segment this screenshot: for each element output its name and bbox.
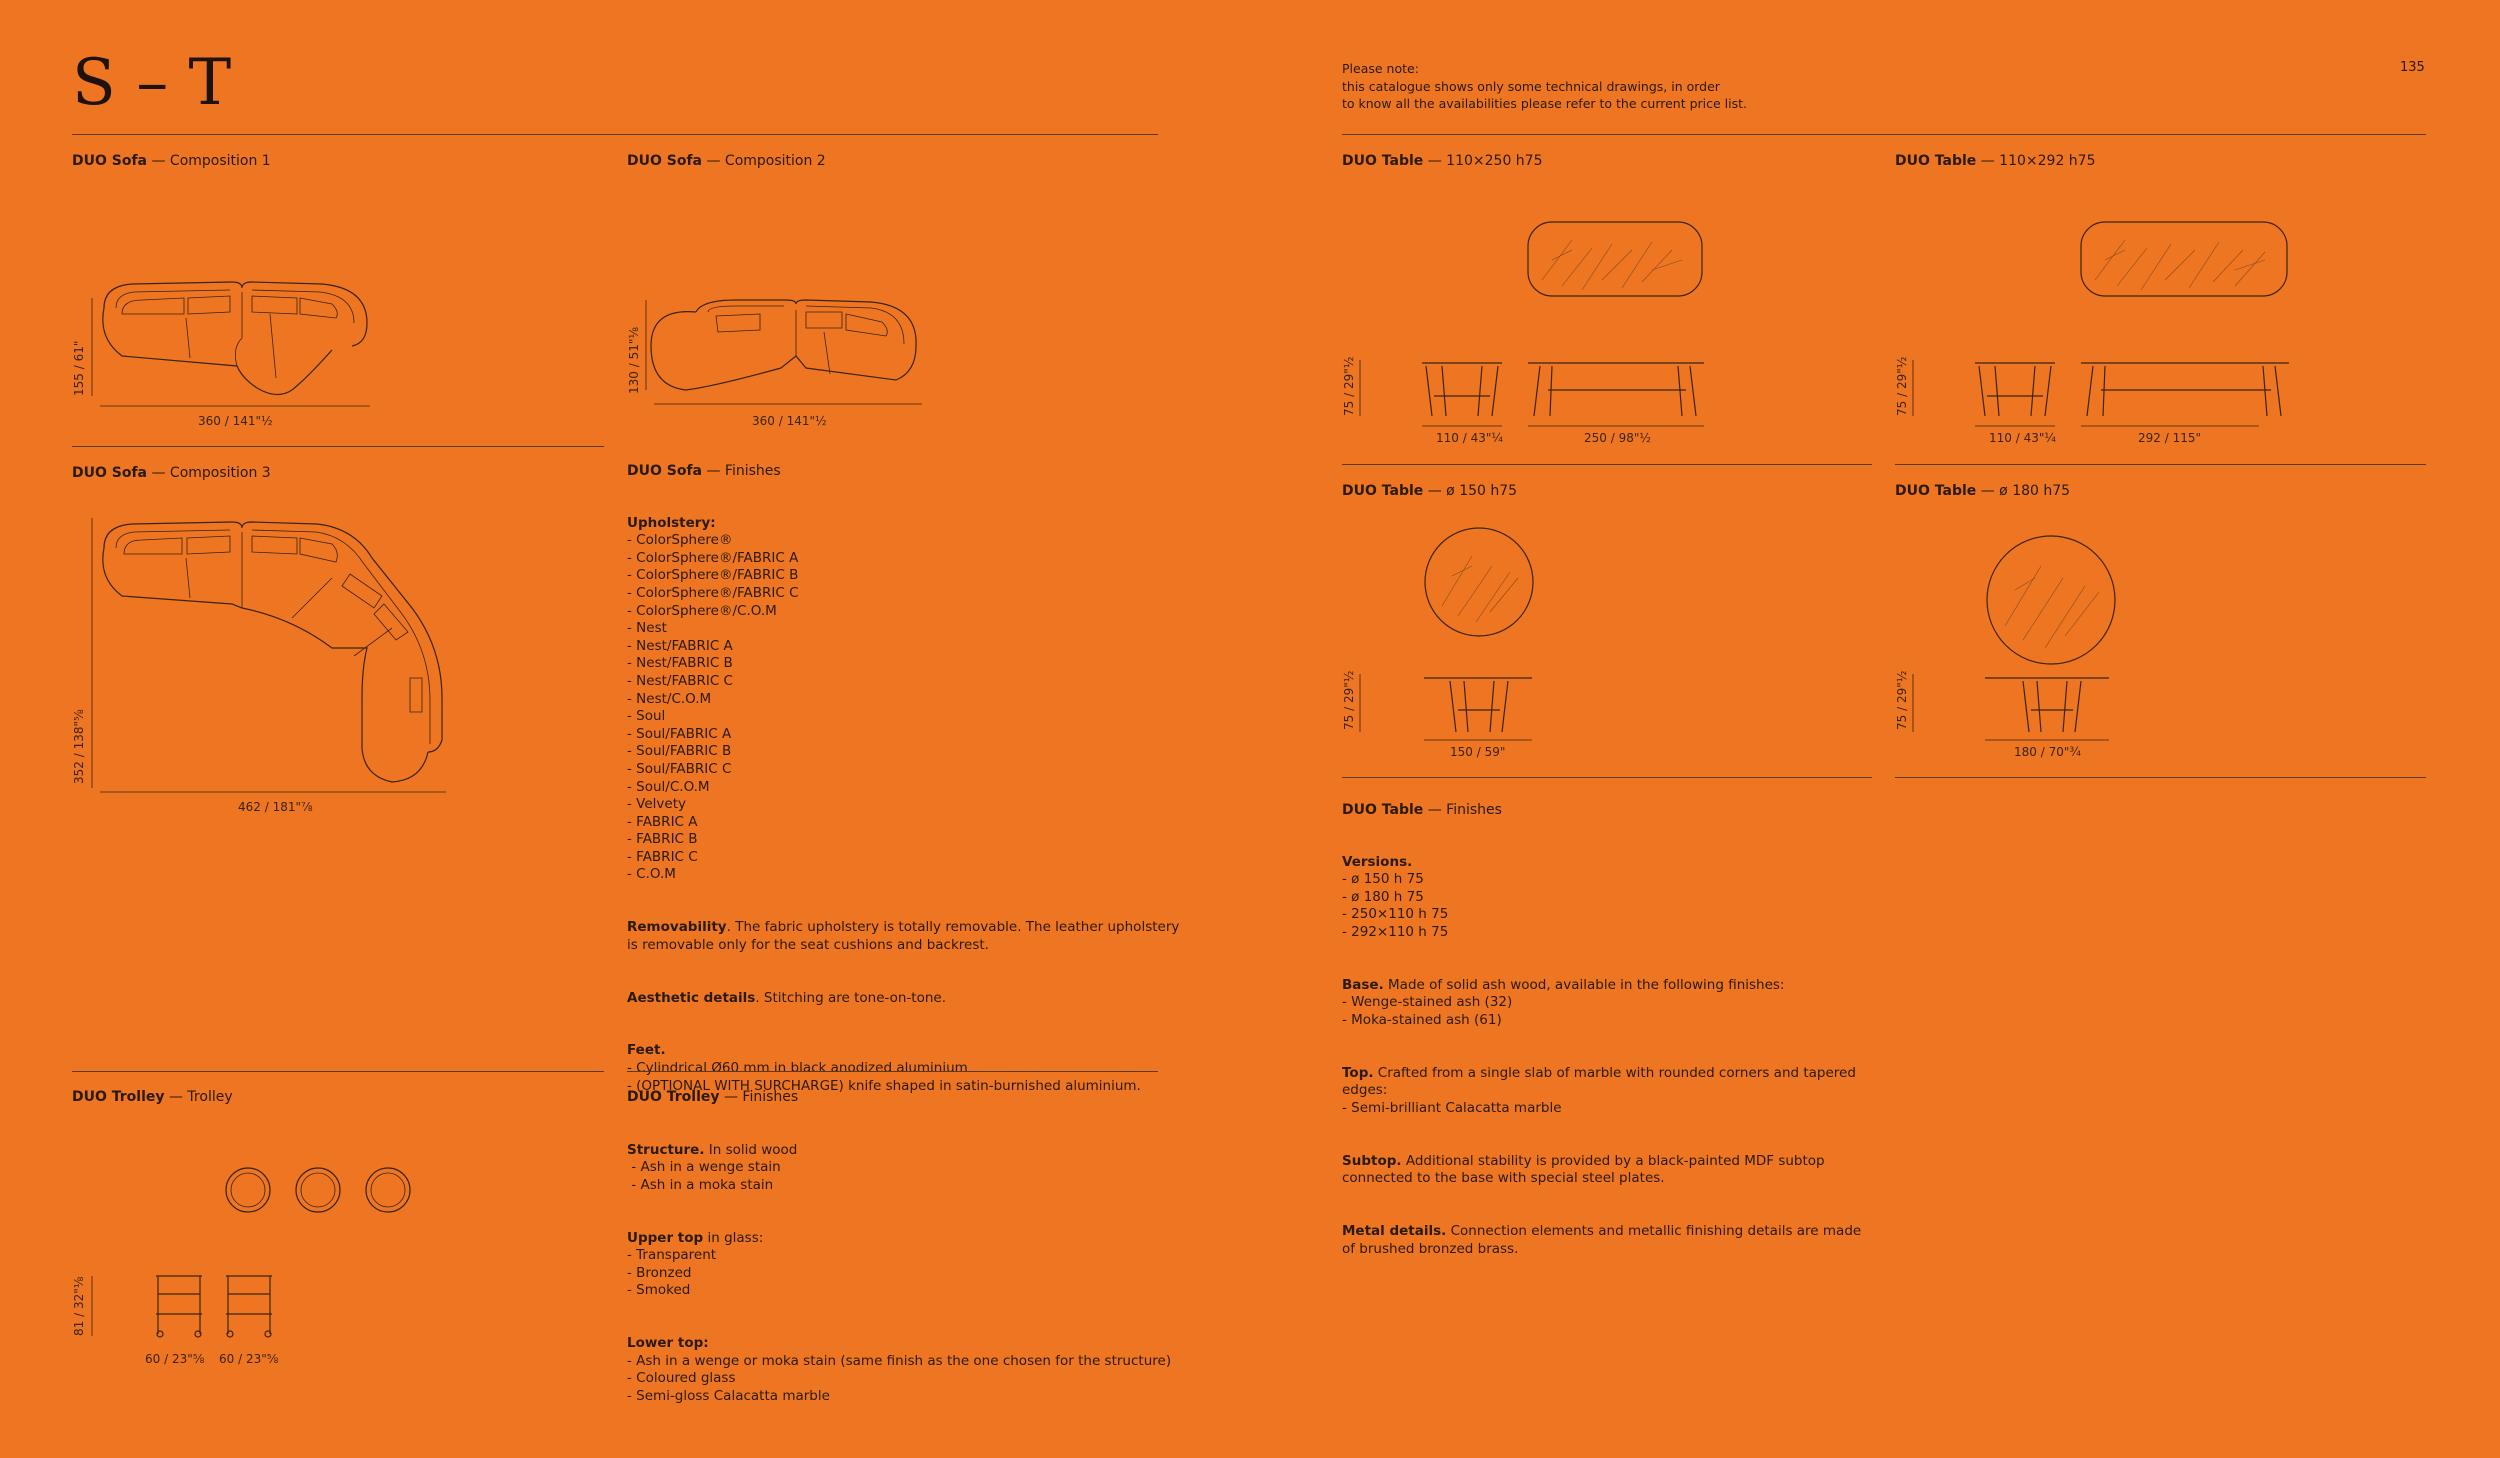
- divider: [1342, 464, 1872, 465]
- removability-label: Removability: [627, 919, 727, 936]
- dimension-width: 360 / 141"½: [752, 414, 827, 428]
- list-item: - Soul: [627, 708, 666, 725]
- dimension-width: 292 / 115": [2138, 431, 2201, 445]
- subtop-label: Subtop.: [1342, 1152, 1402, 1169]
- list-item: - Coloured glass: [627, 1370, 736, 1387]
- upper-top-label: Upper top: [627, 1229, 704, 1246]
- section-title: [627, 1088, 798, 1106]
- list-item: - Cylindrical Ø60 mm in black anodized aluminium: [627, 1060, 968, 1076]
- divider: [1342, 134, 2426, 135]
- base-text: Made of solid ash wood, available in the following finishes:: [1383, 976, 1785, 993]
- note-line: to know all the availabilities please refer to the current price list.: [1342, 96, 1748, 111]
- top-text: Crafted from a single slab of marble with rounded corners and tapered: [1373, 1064, 1856, 1081]
- list-item: - Transparent: [627, 1247, 717, 1264]
- list-item: - Soul/FABRIC C: [627, 760, 732, 777]
- table-110x292-drawing: [1895, 220, 2315, 428]
- metal-text: Connection elements and metallic finishing details are made: [1446, 1223, 1862, 1240]
- dimension-width: 60 / 23"⅝: [219, 1352, 279, 1366]
- subtop-text-2: connected to the base with special steel plates.: [1342, 1170, 1665, 1187]
- section-title: [72, 152, 271, 170]
- list-item: - Semi-gloss Calacatta marble: [627, 1387, 830, 1404]
- dimension-height: 130 / 51"⅛: [627, 327, 641, 394]
- list-item: - ColorSphere®/FABRIC A: [627, 549, 799, 566]
- upper-top-text: in glass:: [703, 1229, 764, 1246]
- dimension-width: 110 / 43"¼: [1436, 431, 1503, 445]
- section-title: [627, 462, 781, 480]
- divider: [1895, 464, 2426, 465]
- dimension-height: 75 / 29"½: [1895, 670, 1909, 730]
- metal-label: Metal details.: [1342, 1223, 1447, 1240]
- list-item: - ø 150 h 75: [1342, 871, 1424, 888]
- page-note: [1342, 60, 1747, 113]
- subtop-text: Additional stability is provided by a black-painted MDF subtop: [1401, 1152, 1825, 1169]
- aesthetic-text: . Stitching are tone-on-tone.: [755, 989, 947, 1006]
- dimension-height: 352 / 138"⅝: [72, 709, 86, 784]
- sofa-composition-1-drawing: [92, 278, 382, 408]
- list-item: - ColorSphere®/FABRIC B: [627, 567, 799, 584]
- divider: [1342, 777, 1872, 778]
- divider: [1895, 777, 2426, 778]
- list-item: - 292×110 h 75: [1342, 923, 1449, 940]
- product-desc: — Finishes: [706, 463, 781, 479]
- product-desc: — Finishes: [1427, 802, 1502, 818]
- trolley-side-view-drawing: [92, 1274, 282, 1338]
- sofa-composition-3-drawing: [92, 518, 452, 794]
- list-item: - Nest: [627, 620, 667, 637]
- section-title: [1342, 801, 1502, 819]
- product-name: DUO Trolley: [72, 1089, 165, 1105]
- list-item: - Smoked: [627, 1282, 691, 1299]
- section-title: [72, 1088, 233, 1106]
- list-item: - Soul/FABRIC B: [627, 743, 732, 760]
- product-name: DUO Sofa: [627, 463, 703, 479]
- section-title: [1342, 482, 1517, 500]
- divider: [72, 446, 604, 447]
- dimension-height: 81 / 32"⅛: [72, 1276, 86, 1336]
- trolley-finishes-text: [627, 1124, 1171, 1423]
- dimension-height: 75 / 29"½: [1895, 356, 1909, 416]
- table-round-150-drawing: [1342, 526, 1562, 746]
- divider: [72, 134, 1158, 135]
- list-item: - ø 180 h 75: [1342, 888, 1424, 905]
- lower-top-label: Lower top:: [627, 1335, 709, 1352]
- list-item: - 250×110 h 75: [1342, 906, 1449, 923]
- section-title: [1895, 482, 2070, 500]
- divider: [72, 1071, 604, 1072]
- list-item: - ColorSphere®/C.O.M: [627, 602, 777, 619]
- product-name: DUO Table: [1342, 802, 1424, 818]
- list-item: - Velvety: [627, 796, 686, 813]
- list-item: - Nest/FABRIC A: [627, 637, 733, 654]
- table-round-180-drawing: [1895, 536, 2135, 746]
- product-name: DUO Table: [1895, 483, 1977, 499]
- product-name: DUO Sofa: [72, 153, 148, 169]
- aesthetic-label: Aesthetic details: [627, 989, 756, 1006]
- list-item: - FABRIC B: [627, 831, 698, 848]
- product-desc: — 110×292 h75: [1980, 153, 2096, 169]
- trolley-top-view-drawing: [224, 1166, 414, 1214]
- dimension-height: 155 / 61": [72, 340, 86, 396]
- dimension-height: 75 / 29"½: [1342, 670, 1356, 730]
- dimension-width: 250 / 98"½: [1584, 431, 1651, 445]
- product-name: DUO Sofa: [72, 465, 148, 481]
- section-title: [1342, 152, 1543, 170]
- list-item: - Ash in a moka stain: [627, 1176, 774, 1193]
- product-desc: — Composition 1: [151, 153, 271, 169]
- list-item: - Ash in a wenge stain: [627, 1159, 781, 1176]
- list-item: - Nest/FABRIC B: [627, 655, 733, 672]
- metal-text-2: of brushed bronzed brass.: [1342, 1240, 1519, 1257]
- page-number: 135: [2400, 60, 2425, 75]
- product-desc: — Composition 3: [151, 465, 271, 481]
- product-desc: — ø 180 h75: [1980, 483, 2071, 499]
- list-item: - ColorSphere®/FABRIC C: [627, 584, 799, 601]
- list-item: - Nest/FABRIC C: [627, 672, 733, 689]
- base-label: Base.: [1342, 976, 1384, 993]
- list-item: - Semi-brilliant Calacatta marble: [1342, 1099, 1562, 1116]
- feet-label: Feet.: [627, 1042, 666, 1059]
- product-name: DUO Table: [1895, 153, 1977, 169]
- top-label: Top.: [1342, 1064, 1374, 1081]
- upholstery-label: Upholstery:: [627, 514, 716, 531]
- product-name: DUO Trolley: [627, 1089, 720, 1105]
- product-desc: — Trolley: [168, 1089, 233, 1105]
- removability-text-2: is removable only for the seat cushions and backrest.: [627, 936, 989, 953]
- dimension-width: 150 / 59": [1450, 745, 1506, 759]
- list-item: - Bronzed: [627, 1264, 692, 1281]
- top-text-2: edges:: [1342, 1082, 1388, 1099]
- page-title: S – T: [72, 46, 232, 120]
- note-line: this catalogue shows only some technical drawings, in order: [1342, 78, 1720, 94]
- note-line: Please note:: [1342, 61, 1419, 76]
- sofa-composition-2-drawing: [646, 296, 926, 406]
- dimension-height: 75 / 29"½: [1342, 356, 1356, 416]
- list-item: - Wenge-stained ash (32): [1342, 994, 1513, 1011]
- dimension-width: 180 / 70"¾: [2014, 745, 2081, 759]
- product-desc: — Finishes: [723, 1089, 799, 1105]
- section-title: [72, 464, 271, 482]
- dimension-width: 60 / 23"⅝: [145, 1352, 205, 1366]
- list-item: - Ash in a wenge or moka stain (same finish as the one chosen for the structure): [627, 1352, 1172, 1369]
- list-item: - Moka-stained ash (61): [1342, 1011, 1502, 1028]
- list-item: - Soul/FABRIC A: [627, 725, 732, 742]
- table-110x250-drawing: [1342, 220, 1722, 428]
- product-desc: — ø 150 h75: [1427, 483, 1518, 499]
- removability-text: . The fabric upholstery is totally removable. The leather upholstery: [726, 919, 1180, 936]
- table-finishes-text: [1342, 836, 1861, 1276]
- list-item: - ColorSphere®: [627, 532, 733, 549]
- product-name: DUO Sofa: [627, 153, 703, 169]
- dimension-width: 462 / 181"⅞: [238, 800, 313, 814]
- section-title: [627, 152, 826, 170]
- dimension-width: 110 / 43"¼: [1989, 431, 2056, 445]
- versions-label: Versions.: [1342, 853, 1413, 870]
- list-item: - Soul/C.O.M: [627, 778, 710, 795]
- product-name: DUO Table: [1342, 483, 1424, 499]
- dimension-width: 360 / 141"½: [198, 414, 273, 428]
- product-desc: — Composition 2: [706, 153, 826, 169]
- section-title: [1895, 152, 2096, 170]
- product-name: DUO Table: [1342, 153, 1424, 169]
- list-item: - (OPTIONAL WITH SURCHARGE) knife shaped in satin-burnished aluminium.: [627, 1077, 1141, 1094]
- product-desc: — 110×250 h75: [1427, 153, 1543, 169]
- structure-text: In solid wood: [704, 1141, 798, 1158]
- list-item: - C.O.M: [627, 866, 676, 883]
- list-item: - Nest/C.O.M: [627, 690, 712, 707]
- list-item: - FABRIC A: [627, 813, 698, 830]
- list-item: - FABRIC C: [627, 848, 698, 865]
- sofa-finishes-text: [627, 497, 1179, 1113]
- structure-label: Structure.: [627, 1141, 705, 1158]
- divider: [627, 1071, 1158, 1072]
